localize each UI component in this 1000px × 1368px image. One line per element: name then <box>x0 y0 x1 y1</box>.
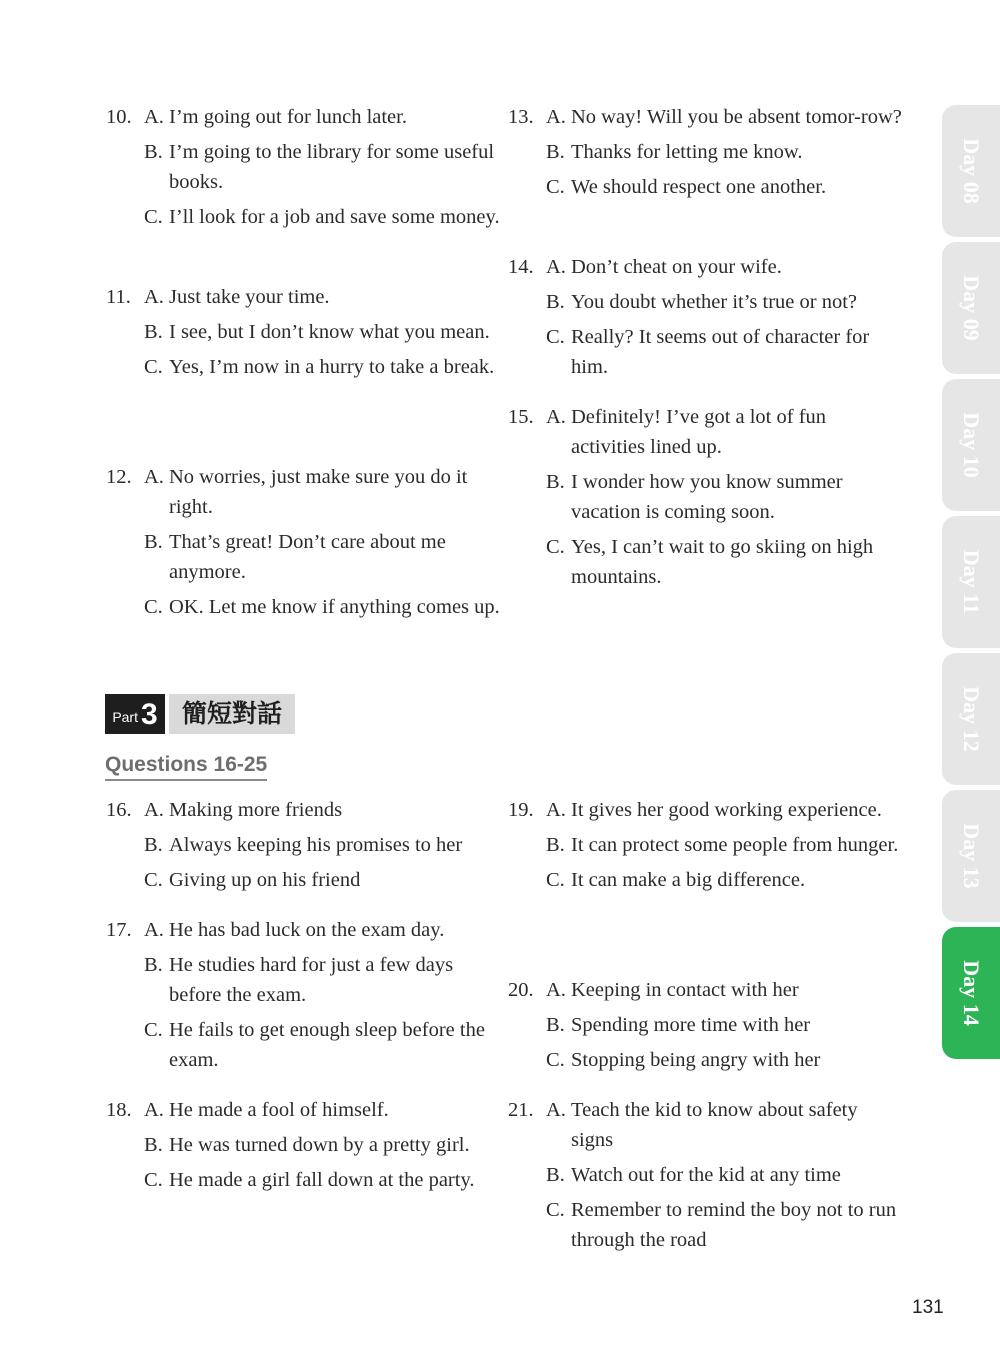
part-badge: Part 3 <box>105 694 165 734</box>
tab-day-12[interactable]: Day 12 <box>942 653 1000 785</box>
option-c: C. Remember to remind the boy not to run through the road <box>546 1199 897 1251</box>
question-11 <box>106 282 501 382</box>
option-c: C. Yes, I can’t wait to go skiing on high mountains. <box>546 536 874 588</box>
question-12 <box>106 462 501 622</box>
question-number: 15. <box>508 406 534 428</box>
question-18 <box>106 1095 501 1195</box>
option-a: A. Don’t cheat on your wife. <box>546 256 782 278</box>
tab-day-10[interactable]: Day 10 <box>942 379 1000 511</box>
question-number: 14. <box>508 256 534 278</box>
option-a: A. Keeping in contact with her <box>546 979 799 1001</box>
question-number: 19. <box>508 799 534 821</box>
option-b: B. Watch out for the kid at any time <box>546 1164 841 1186</box>
question-number: 20. <box>508 979 534 1001</box>
page-number: 131 <box>912 1297 944 1318</box>
tab-day-13[interactable]: Day 13 <box>942 790 1000 922</box>
question-17 <box>106 915 501 1075</box>
option-a: A. Making more friends <box>144 799 343 821</box>
tab-day-14[interactable]: Day 14 <box>942 927 1000 1059</box>
option-c: C. Stopping being angry with her <box>546 1049 821 1071</box>
option-a: A. Teach the kid to know about safety signs <box>546 1099 858 1151</box>
option-a: A. No way! Will you be absent tomor-row? <box>546 106 902 128</box>
option-a: A. No worries, just make sure you do it right. <box>144 466 468 518</box>
option-c: C. Yes, I’m now in a hurry to take a break. <box>144 356 495 378</box>
option-b: B. I see, but I don’t know what you mean. <box>144 321 490 343</box>
question-number: 12. <box>106 466 132 488</box>
option-c: C. He fails to get enough sleep before the exam. <box>144 1019 485 1071</box>
part-title: 簡短對話 <box>169 694 295 734</box>
option-c: C. OK. Let me know if anything comes up. <box>144 596 500 618</box>
tab-day-11[interactable]: Day 11 <box>942 516 1000 648</box>
option-b: B. He was turned down by a pretty girl. <box>144 1134 470 1156</box>
option-c: C. I’ll look for a job and save some money. <box>144 206 500 228</box>
question-number: 11. <box>106 286 131 308</box>
option-b: B. I wonder how you know summer vacation is coming soon. <box>546 471 843 523</box>
question-16 <box>106 795 501 895</box>
option-b: B. Thanks for letting me know. <box>546 141 803 163</box>
question-20 <box>508 975 903 1075</box>
section-heading: Questions 16-25 <box>105 752 267 781</box>
question-14 <box>508 252 903 382</box>
question-number: 10. <box>106 106 132 128</box>
question-21 <box>508 1095 903 1255</box>
option-a: A. Definitely! I’ve got a lot of fun activities lined up. <box>546 406 827 458</box>
option-c: C. Really? It seems out of character for him. <box>546 326 870 378</box>
option-c: C. He made a girl fall down at the party. <box>144 1169 475 1191</box>
option-c: C. Giving up on his friend <box>144 869 361 891</box>
option-b: B. Always keeping his promises to her <box>144 834 463 856</box>
option-b: B. That’s great! Don’t care about me anymore. <box>144 531 446 583</box>
option-b: B. He studies hard for just a few days before the exam. <box>144 954 454 1006</box>
question-number: 13. <box>508 106 534 128</box>
option-b: B. Spending more time with her <box>546 1014 811 1036</box>
question-19 <box>508 795 903 895</box>
question-15 <box>508 402 903 592</box>
question-number: 21. <box>508 1099 534 1121</box>
part-header <box>105 694 295 734</box>
question-10 <box>106 102 501 232</box>
option-a: A. He has bad luck on the exam day. <box>144 919 445 941</box>
option-a: A. Just take your time. <box>144 286 330 308</box>
option-b: B. It can protect some people from hunger. <box>546 834 899 856</box>
option-a: A. I’m going out for lunch later. <box>144 106 407 128</box>
option-a: A. It gives her good working experience. <box>546 799 882 821</box>
question-number: 16. <box>106 799 132 821</box>
option-c: C. We should respect one another. <box>546 176 827 198</box>
option-a: A. He made a fool of himself. <box>144 1099 389 1121</box>
question-number: 18. <box>106 1099 132 1121</box>
question-13 <box>508 102 903 202</box>
option-c: C. It can make a big difference. <box>546 869 806 891</box>
option-b: B. You doubt whether it’s true or not? <box>546 291 858 313</box>
option-b: B. I’m going to the library for some useful books. <box>144 141 495 193</box>
question-number: 17. <box>106 919 132 941</box>
tab-day-08[interactable]: Day 08 <box>942 105 1000 237</box>
tab-day-09[interactable]: Day 09 <box>942 242 1000 374</box>
